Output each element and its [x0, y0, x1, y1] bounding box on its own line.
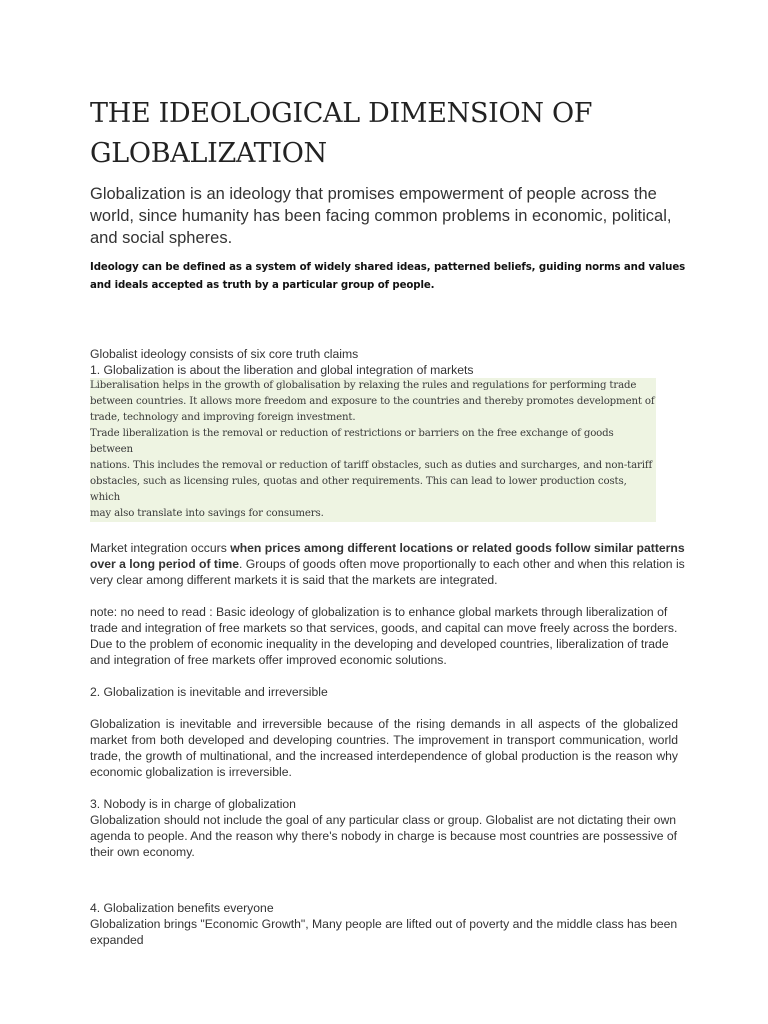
claim-4-heading: 4. Globalization benefits everyone [90, 901, 274, 915]
claim-4-body: Globalization brings "Economic Growth", Many people are lifted out of poverty and the middle class has been expanded [90, 917, 678, 947]
highlight-line: may also translate into savings for consumers. [90, 508, 324, 519]
claim-1-heading: 1. Globalization is about the liberation and global integration of markets [90, 363, 474, 377]
title-line-1: THE IDEOLOGICAL DIMENSION OF [90, 98, 593, 129]
claim-2-heading: 2. Globalization is inevitable and irreversible [90, 685, 328, 699]
document-title [90, 94, 690, 174]
claim-3-heading: 3. Nobody is in charge of globalization [90, 797, 296, 811]
highlight-line: trade, technology and improving foreign investment. [90, 412, 356, 423]
highlight-line: Liberalisation helps in the growth of globalisation by relaxing the rules and regulations for performing trade [90, 380, 637, 391]
highlight-line: between countries. It allows more freedom and exposure to the countries and thereby promotes development of [90, 396, 655, 407]
title-line-2: GLOBALIZATION [90, 138, 327, 169]
highlight-line: nations. This includes the removal or reduction of tariff obstacles, such as duties and surcharges, and non-tariff [90, 460, 653, 471]
intro-paragraph: Globalization is an ideology that promises empowerment of people across the world, since humanity has been facing common problems in economic, political, and social spheres. [90, 185, 672, 247]
note-paragraph: note: no need to read : Basic ideology of globalization is to enhance global markets through liberalization of trade and integration of free markets so that services, goods, and capital can move freely across the borders. Due to the problem of economic inequality in the developing and developed countries, liberalization of trade and integration of free markets offer improved economic solutions. [90, 605, 678, 667]
claim-3-body: Globalization should not include the goal of any particular class or group. Globalist are not dictating their own agenda to people. And the reason why there's nobody in charge is because most countries are possessive of their own economy. [90, 813, 678, 859]
market-integration-paragraph [90, 540, 690, 588]
market-integration-prefix: Market integration occurs [90, 541, 231, 555]
document-body [90, 94, 690, 948]
market-integration-suffix: . Groups of goods often move proportionally to each other and when this relation is very clear among different markets it is said that the markets are integrated. [90, 557, 685, 587]
highlighted-excerpt [90, 378, 656, 522]
claims-section [90, 346, 690, 378]
claims-intro: Globalist ideology consists of six core truth claims [90, 347, 359, 361]
highlight-line: obstacles, such as licensing rules, quotas and other requirements. This can lead to lower production costs, which [90, 476, 627, 503]
ideology-definition: Ideology can be defined as a system of widely shared ideas, patterned beliefs, guiding norms and values and ideals accepted as truth by a particular group of people. [90, 262, 686, 291]
market-integration-bold: when prices among different locations or related goods follow similar patterns over a long period of time [90, 541, 685, 571]
highlight-line: Trade liberalization is the removal or reduction of restrictions or barriers on the free exchange of goods between [90, 428, 614, 455]
claim-2-body: Globalization is inevitable and irreversible because of the rising demands in all aspects of the globalized market from both developed and developing countries. The improvement in transport communication, world trade, the growth of multinational, and the increased interdependence of global production is the reason why economic globalization is irreversible. [90, 717, 678, 779]
